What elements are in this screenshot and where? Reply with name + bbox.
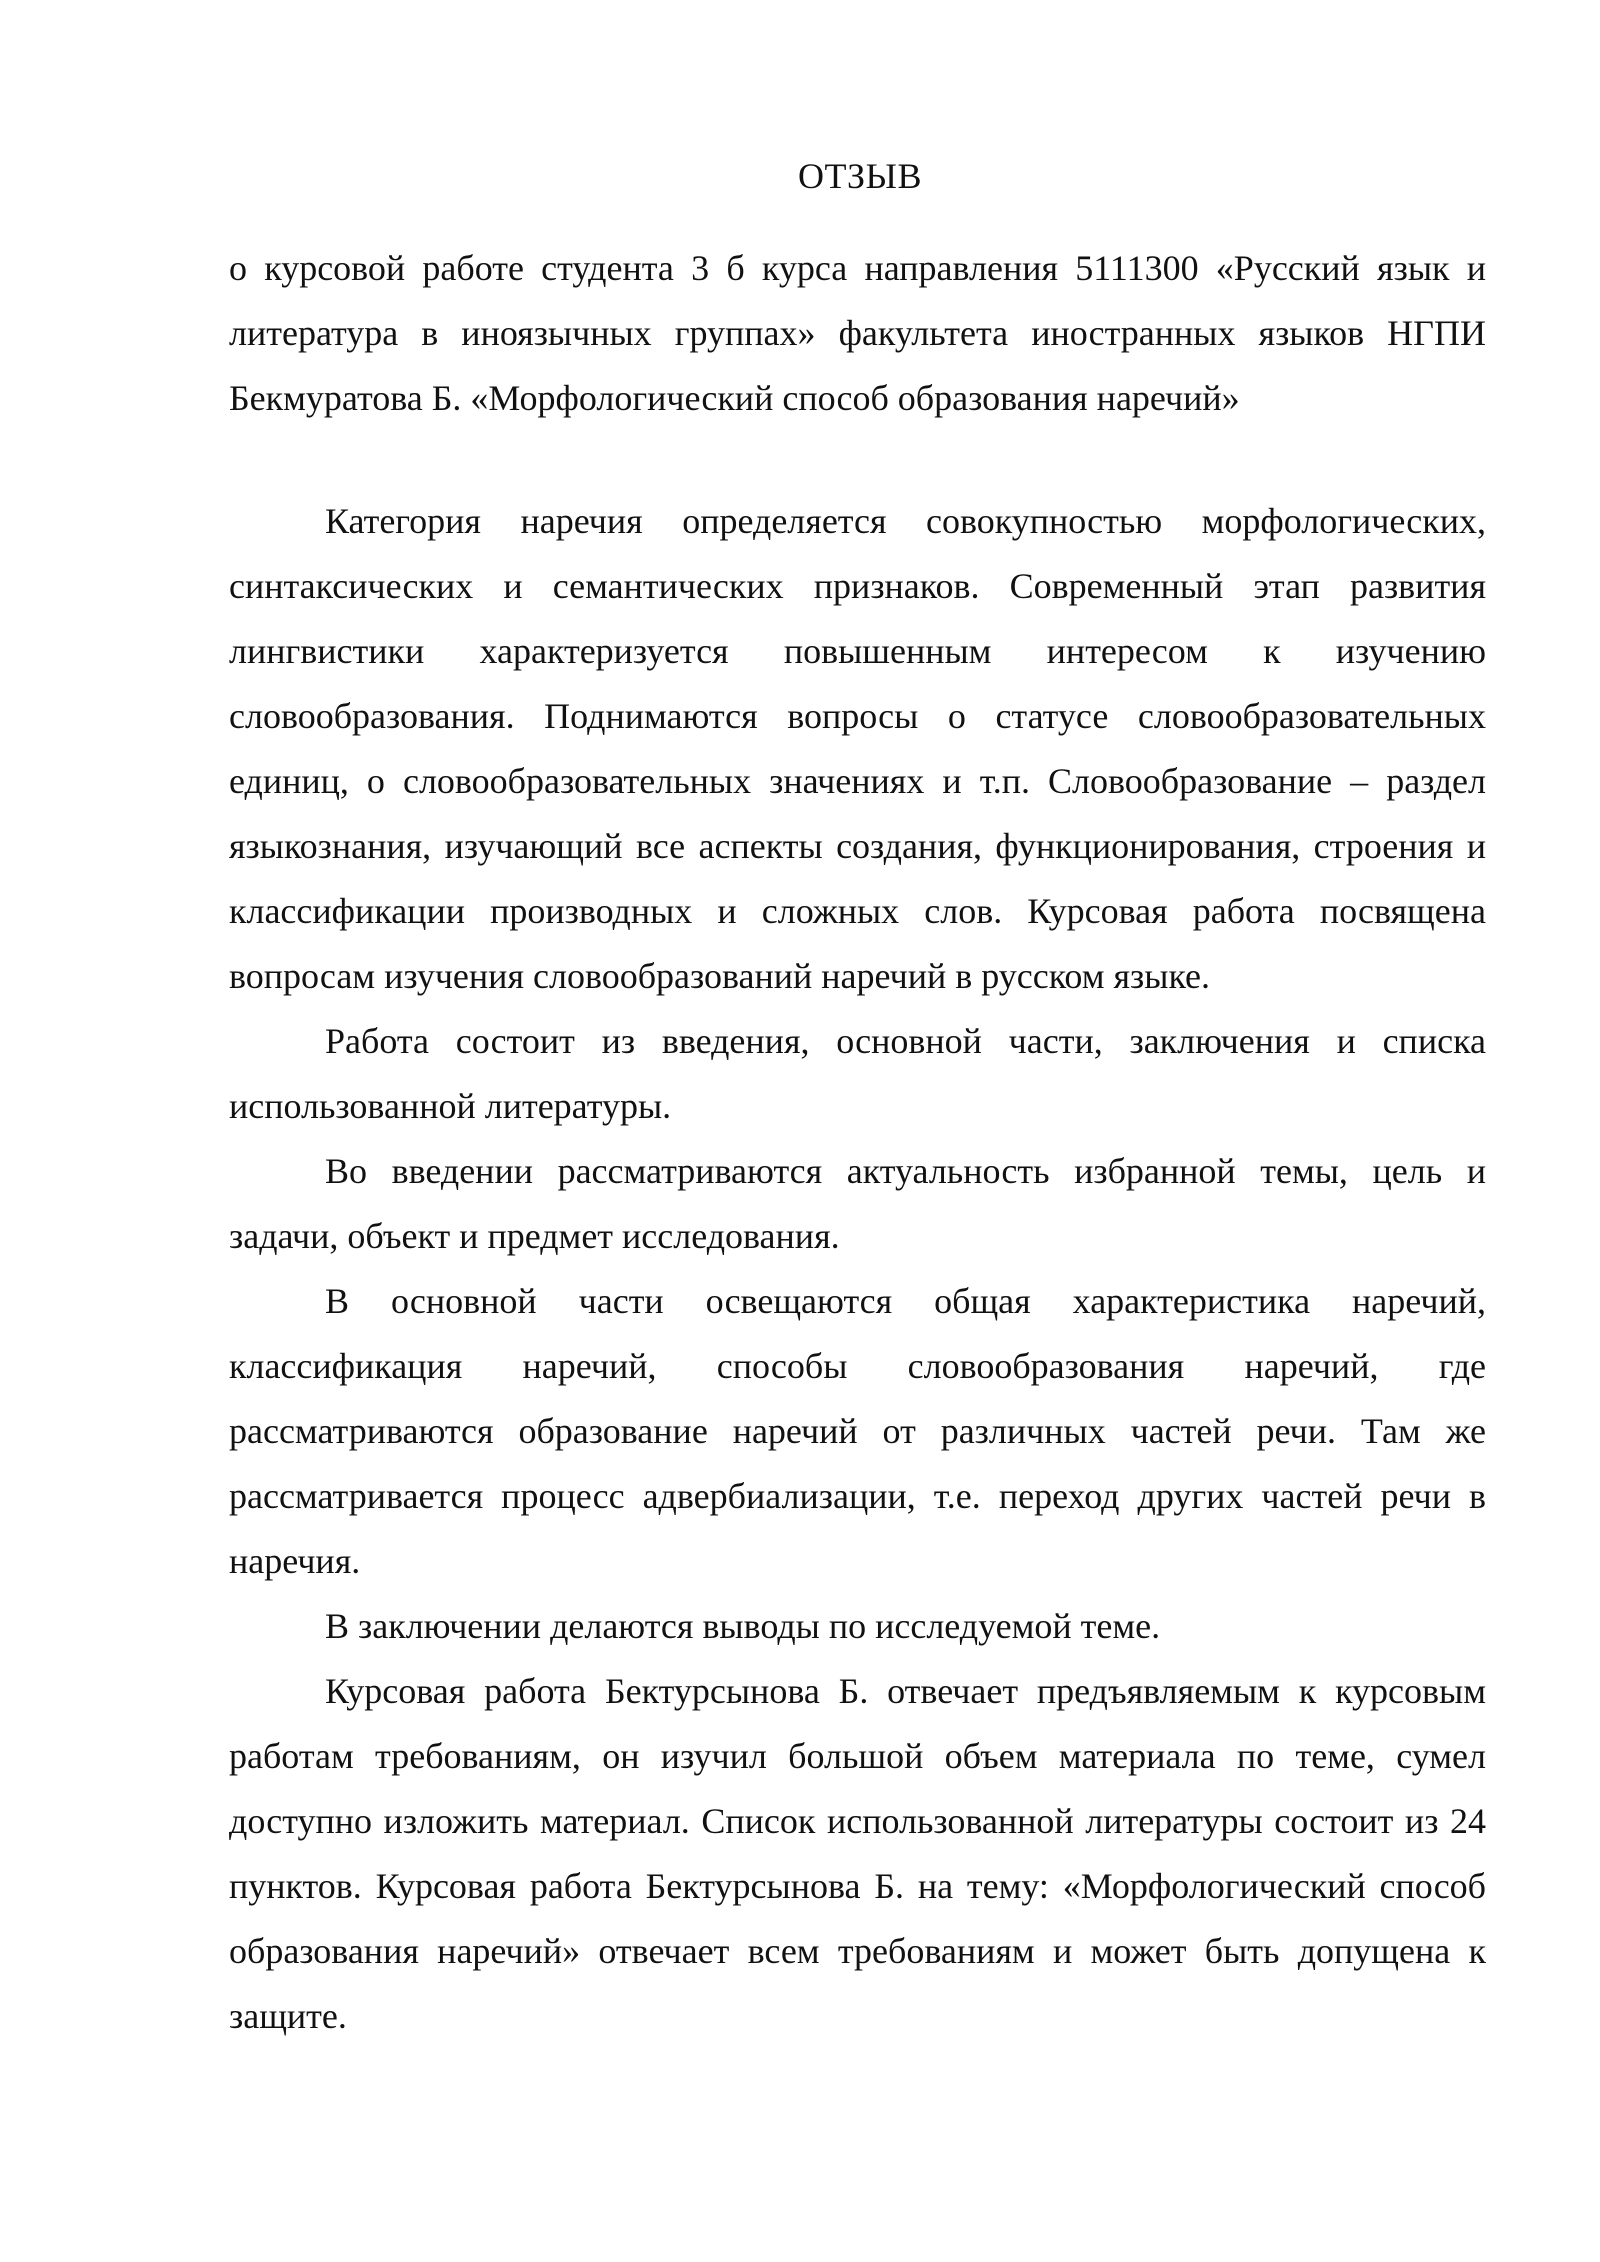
spacer (229, 431, 1486, 489)
document-title: ОТЗЫВ (798, 156, 922, 196)
paragraph-main-part: В основной части освещаются общая характеристика наречий, классификация наречий, способы словообразования наречий, где рассматриваются образование наречий от различных частей речи. Там же рассматривается процесс адвербиализации, т.е. переход других частей речи в наречия. (229, 1281, 1486, 1581)
paragraph-structure: Работа состоит из введения, основной части, заключения и списка использованной литературы. (229, 1021, 1486, 1126)
paragraph-conclusion: В заключении делаются выводы по исследуемой теме. (325, 1606, 1161, 1646)
document-body (229, 236, 1486, 2049)
paragraph-intro: Категория наречия определяется совокупностью морфологических, синтаксических и семантических признаков. Современный этап развития лингвистики характеризуется повышенным интересом к изучению словообразования. Поднимаются вопросы о статусе словообразовательных единиц, о словообразовательных значениях и т.п. Словообразование – раздел языкознания, изучающий все аспекты создания, функционирования, строения и классификации производных и сложных слов. Курсовая работа посвящена вопросам изучения словообразований наречий в русском языке. (229, 501, 1486, 996)
paragraph-assessment: Курсовая работа Бектурсынова Б. отвечает предъявляемым к курсовым работам требованиям, он изучил большой объем материала по теме, сумел доступно изложить материал. Список использованной литературы состоит из 24 пунктов. Курсовая работа Бектурсынова Б. на тему: «Морфологический способ образования наречий» отвечает всем требованиям и может быть допущена к защите. (229, 1671, 1486, 2036)
paragraph-introduction: Во введении рассматриваются актуальность избранной темы, цель и задачи, объект и предмет исследования. (229, 1151, 1486, 1256)
document-subtitle: о курсовой работе студента 3 б курса направления 5111300 «Русский язык и литература в иноязычных группах» факультета иностранных языков НГПИ Бекмуратова Б. «Морфологический способ образования наречий» (229, 248, 1486, 418)
